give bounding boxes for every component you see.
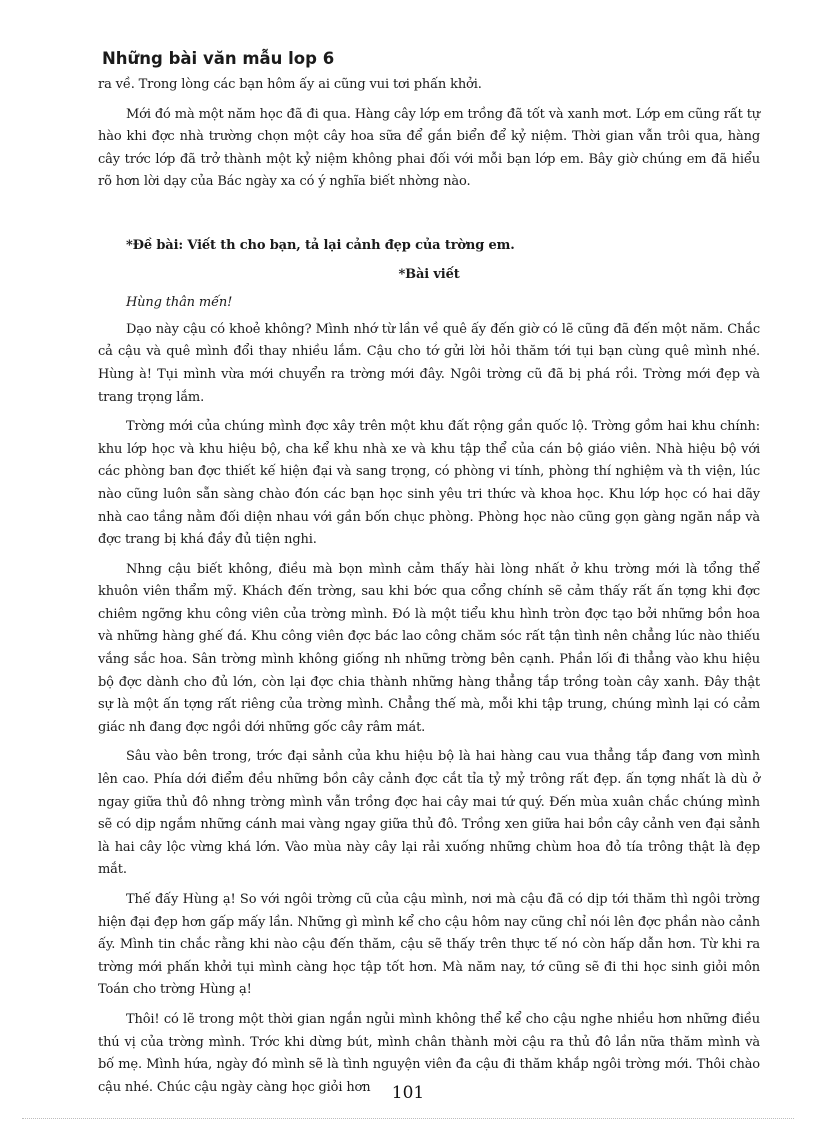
section-gap bbox=[98, 201, 760, 235]
intro-paragraph: Mới đó mà một năm học đã đi qua. Hàng cây lớp em trồng đã tốt và xanh mơt. Lớp em cũng rất tự hào khi đợc nhà trường chọn một cây hoa sữa để gắn biển để kỷ niệm. Thời gian vẫn trôi qua, hàng cây trớc lớp đã trở thành một kỷ niệm không phai đối với mỗi bạn lớp em. Bây giờ chúng em đã hiểu rõ hơn lời dạy của Bác ngày xa có ý nghĩa biết nhờng nào. bbox=[98, 106, 760, 190]
letter-paragraph: Thôi! có lẽ trong một thời gian ngắn ngủi mình không thể kể cho cậu nghe nhiều hơn những điều thú vị của trờng mình. Trớc khi dừng bút, mình chân thành mời cậu ra thủ đô lần nữa thăm mình và bố mẹ. Mình hứa, ngày đó mình sẽ là tình nguyện viên đa cậu đi thăm khắp ngôi trờng mới. Thôi chào cậu nhé. Chúc cậu ngày càng học giỏi hơn bbox=[98, 1011, 760, 1095]
bottom-divider bbox=[22, 1118, 794, 1119]
letter-greeting: Hùng thân mến! bbox=[126, 295, 233, 311]
letter-paragraph: Dạo này cậu có khoẻ không? Mình nhớ từ lần về quê ấy đến giờ có lẽ cũng đã đến một năm. Chắc cả cậu và quê mình đổi thay nhiều lắm. Cậu cho tớ gửi lời hỏi thăm tới tụi bạn cùng quê mình nhé. Hùng à! Tụi mình vừa mới chuyển ra trờng mới đây. Ngôi trờng cũ đã bị phá rồi. Trờng mới đẹp và trang trọng lắm. bbox=[98, 321, 760, 405]
page-number: 101 bbox=[391, 1083, 425, 1103]
letter-paragraph: Nhng cậu biết không, điều mà bọn mình cảm thấy hài lòng nhất ở khu trờng mới là tổng thể khuôn viên thẩm mỹ. Khách đến trờng, sau khi bớc qua cổng chính sẽ cảm thấy rất ấn tợng khi đợc chiêm ngỡng khu công viên của trờng mình. Đó là một tiểu khu hình tròn đợc tạo bởi những bồn hoa và những hàng ghế đá. Khu công viên đợc bác lao công chăm sóc rất tận tình nên chẳng lúc nào thiếu vắng sắc hoa. Sân trờng mình không giống nh những trờng bên cạnh. Phần lối đi thẳng vào khu hiệu bộ đợc dành cho đủ lớn, còn lại đợc chia thành những hàng thẳng tắp trồng toàn cây xanh. Đây thật sự là một ấn tợng rất riêng của trờng mình. Chẳng thế mà, mỗi khi tập trung, chúng mình lại có cảm giác nh đang đợc ngồi dới những gốc cây râm mát. bbox=[98, 561, 760, 735]
letter-paragraph: Thế đấy Hùng ạ! So với ngôi trờng cũ của cậu mình, nơi mà cậu đã có dịp tới thăm thì ngôi trờng hiện đại đẹp hơn gấp mấy lần. Những gì mình kể cho cậu hôm nay cũng chỉ nói lên đợc phần nào cảnh ấy. Mình tin chắc rằng khi nào cậu đến thăm, cậu sẽ thấy trên thực tế nó còn hấp dẫn hơn. Từ khi ra trờng mới phấn khởi tụi mình càng học tập tốt hơn. Mà năm nay, tớ cũng sẽ đi thi học sinh giỏi môn Toán cho trờng Hùng ạ! bbox=[98, 892, 760, 998]
page-header-title: Những bài văn mẫu lop 6 bbox=[102, 49, 335, 68]
page-body bbox=[98, 46, 760, 1106]
essay-heading: *Bài viết bbox=[398, 266, 460, 282]
intro-paragraph-continued: ra về. Trong lòng các bạn hôm ấy ai cũng vui tơi phấn khởi. bbox=[98, 77, 482, 92]
letter-paragraph: Trờng mới của chúng mình đợc xây trên một khu đất rộng gần quốc lộ. Trờng gồm hai khu chính: khu lớp học và khu hiệu bộ, cha kể khu nhà xe và khu tập thể của cán bộ giáo viên. Nhà hiệu bộ với các phòng ban đợc thiết kế hiện đại và sang trọng, có phòng vi tính, phòng thí nghiệm và th viện, lúc nào cũng luôn sẵn sàng chào đón các bạn học sinh yêu tri thức và khoa học. Khu lớp học có hai dãy nhà cao tầng nằm đối diện nhau với gần bốn chục phòng. Phòng học nào cũng gọn gàng ngăn nắp và đợc trang bị khá đầy đủ tiện nghi. bbox=[98, 419, 760, 548]
task-title: *Đề bài: Viết th cho bạn, tả lại cảnh đẹp của trờng em. bbox=[126, 237, 515, 253]
letter-paragraph: Sâu vào bên trong, trớc đại sảnh của khu hiệu bộ là hai hàng cau vua thẳng tắp đang vơn mình lên cao. Phía dới điểm đều những bồn cây cảnh đợc cắt tỉa tỷ mỷ trông rất đẹp. ấn tợng nhất là dù ở ngay giữa thủ đô nhng trờng mình vẫn trồng đợc hai cây mai tứ quý. Đến mùa xuân chắc chúng mình sẽ có dịp ngắm những cánh mai vàng ngay giữa thủ đô. Trồng xen giữa hai bồn cây cảnh ven đại sảnh là hai cây lộc vừng khá lớn. Vào mùa này cây lại rải xuống những chùm hoa đỏ tía trông thật là đẹp mắt. bbox=[98, 749, 760, 878]
